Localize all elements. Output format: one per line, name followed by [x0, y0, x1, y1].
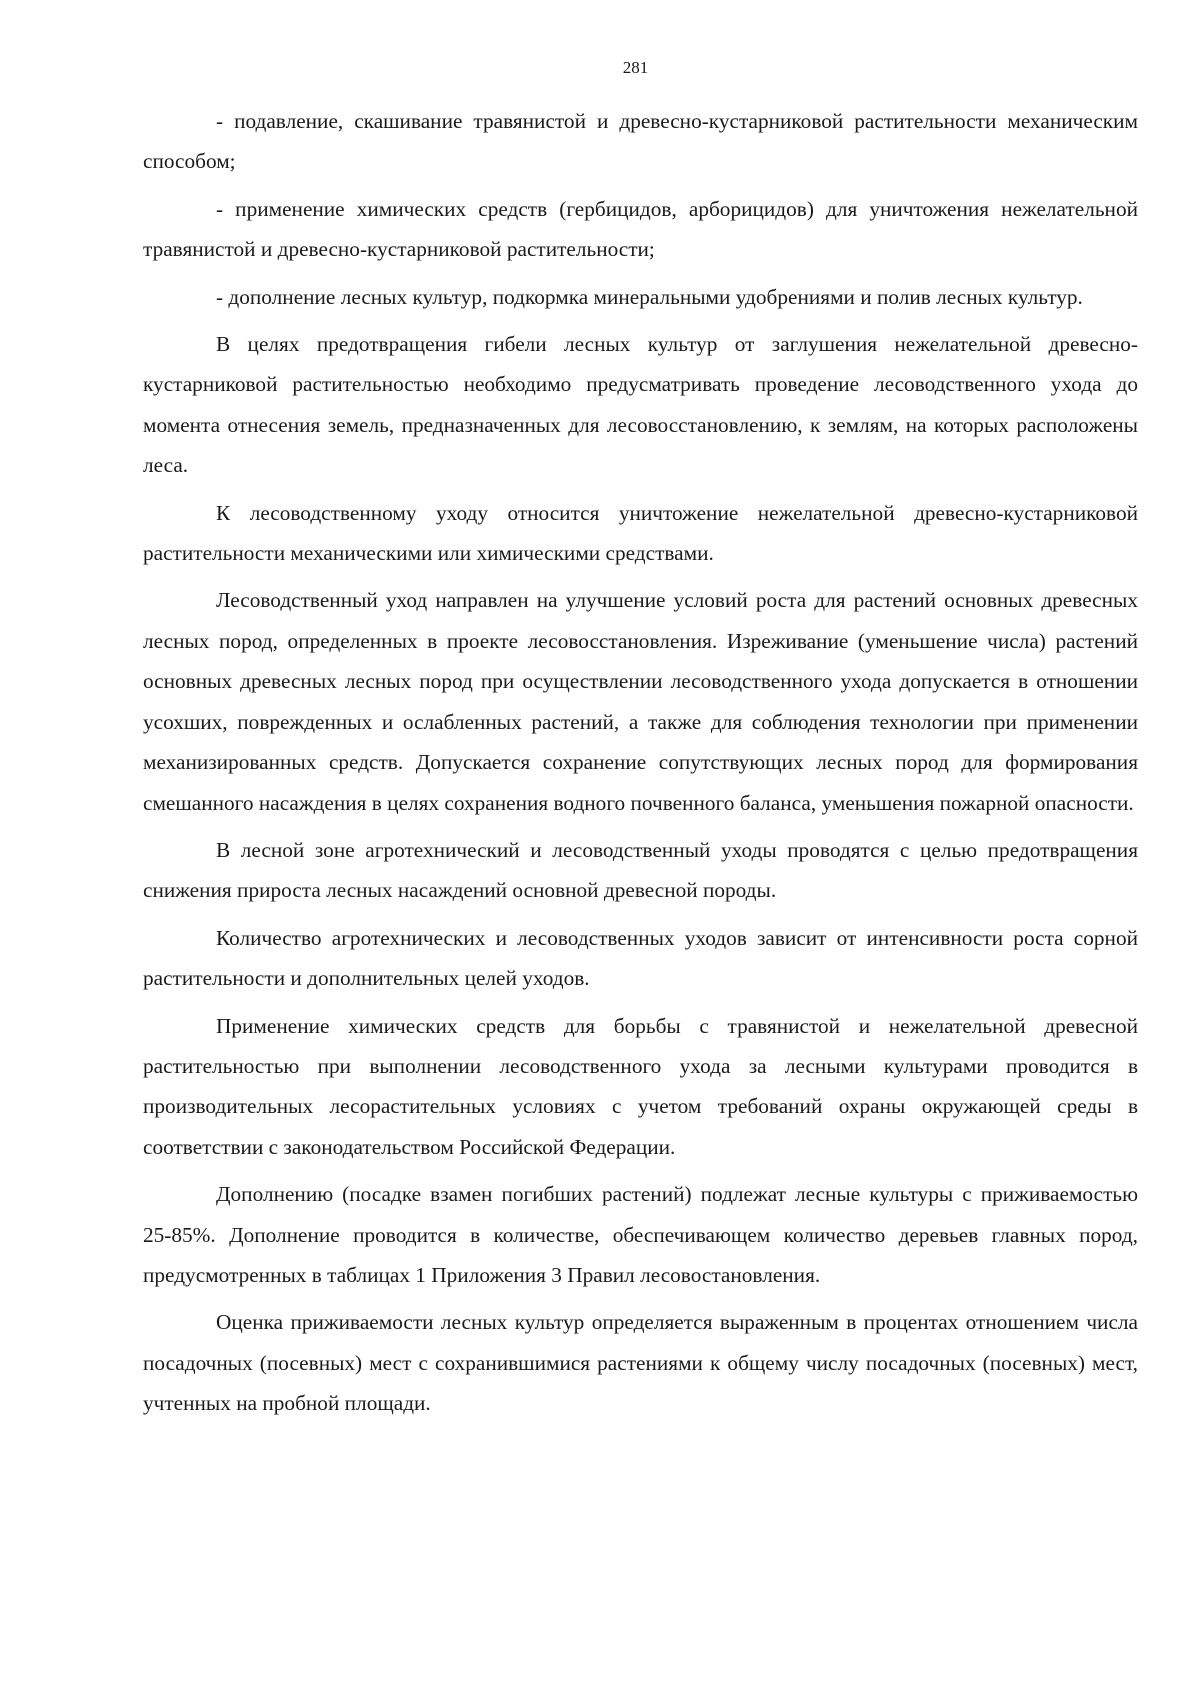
paragraph-list-item-2: - применение химических средств (гербицидов, арборицидов) для уничтожения нежелательной травянистой и древесно-кустарниковой растительности;: [143, 196, 1138, 262]
paragraph-list-item-3: - дополнение лесных культур, подкормка минеральными удобрениями и полив лесных культур.: [216, 284, 1083, 309]
paragraph-11: Оценка приживаемости лесных культур определяется выраженным в процентах отношением числа посадочных (посевных) мест с сохранившимися растениями к общему числу посадочных (посевных) мест, учтенных на пробной площади.: [143, 1310, 1138, 1416]
paragraph-8: Количество агротехнических и лесоводственных уходов зависит от интенсивности роста сорной растительности и дополнительных целей уходов.: [143, 925, 1138, 991]
paragraph-6: Лесоводственный уход направлен на улучшение условий роста для растений основных древесных лесных пород, определенных в проекте лесовосстановления. Изреживание (уменьшение числа) растений основных древесных лесных пород при осуществлении лесоводственного ухода допускается в отношении усохших, поврежденных и ослабленных растений, а также для соблюдения технологии при применении механизированных средств. Допускается сохранение сопутствующих лесных пород для формирования смешанного насаждения в целях сохранения водного почвенного баланса, уменьшения пожарной опасности.: [143, 588, 1138, 815]
paragraph-7: В лесной зоне агротехнический и лесоводственный уходы проводятся с целью предотвращения снижения прироста лесных насаждений основной древесной породы.: [143, 837, 1138, 903]
paragraph-list-item-1: - подавление, скашивание травянистой и древесно-кустарниковой растительности механическим способом;: [143, 109, 1138, 174]
page-number: 281: [622, 58, 649, 77]
paragraph-5: К лесоводственному уходу относится уничтожение нежелательной древесно-кустарниковой растительности механическими или химическими средствами.: [143, 500, 1138, 566]
document-body: [143, 101, 1138, 1424]
paragraph-4: В целях предотвращения гибели лесных культур от заглушения нежелательной древесно-кустарниковой растительностью необходимо предусматривать проведение лесоводственного ухода до момента отнесения земель, предназначенных для лесовосстановлению, к землям, на которых расположены леса.: [143, 332, 1138, 478]
paragraph-10: Дополнению (посадке взамен погибших растений) подлежат лесные культуры с приживаемостью 25-85%. Дополнение проводится в количестве, обеспечивающем количество деревьев главных пород, предусмотренных в таблицах 1 Приложения 3 Правил лесовостановления.: [143, 1182, 1138, 1287]
paragraph-9: Применение химических средств для борьбы с травянистой и нежелательной древесной растительностью при выполнении лесоводственного ухода за лесными культурами проводится в производительных лесорастительных условиях с учетом требований охраны окружающей среды в соответствии с законодательством Российской Федерации.: [143, 1013, 1138, 1159]
